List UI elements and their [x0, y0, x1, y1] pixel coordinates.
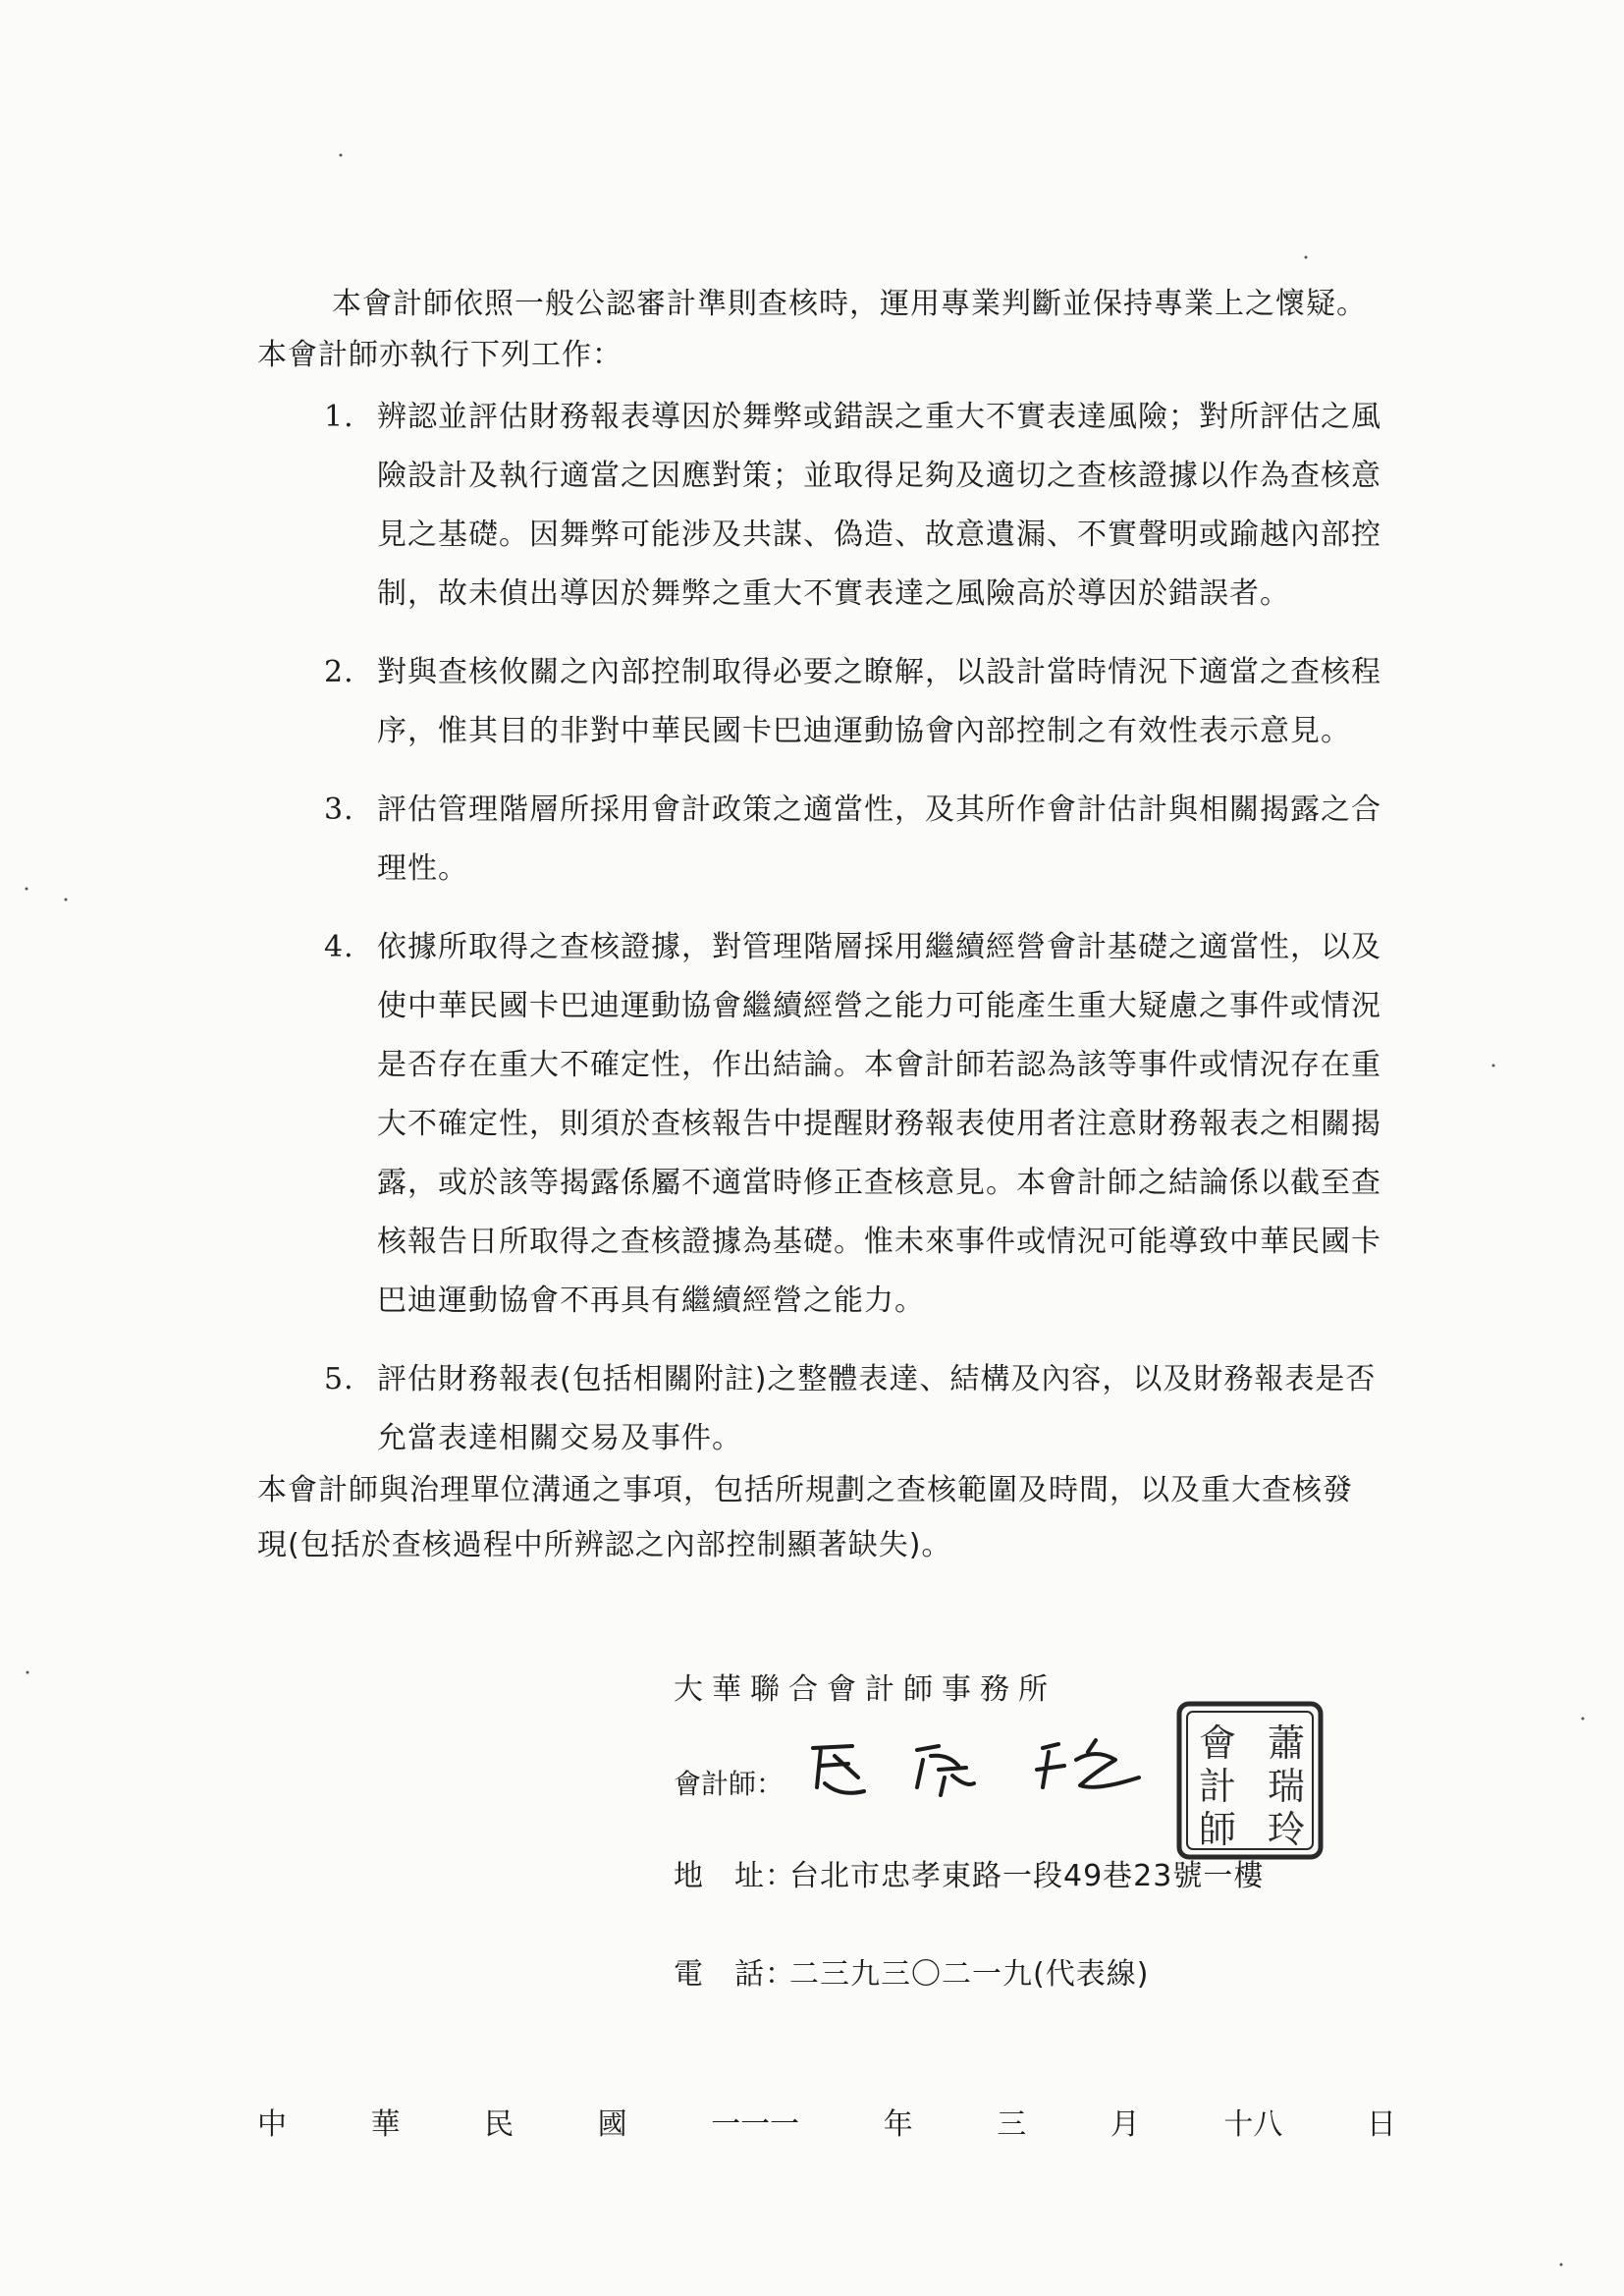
governance-communication-paragraph: 本會計師與治理單位溝通之事項，包括所規劃之查核範圍及時間，以及重大查核發現(包括於查核過程中所辨認之內部控制顯著缺失)。	[257, 1473, 1353, 1562]
firm-phone	[674, 1949, 1149, 1993]
seal-char: 蕭	[1267, 1722, 1306, 1765]
report-date	[257, 2100, 1396, 2143]
seal-char: 瑞	[1267, 1765, 1306, 1808]
date-char: 華	[370, 2107, 401, 2142]
cpa-label: 會計師：	[674, 1768, 785, 1800]
item-number: 1.	[324, 400, 354, 434]
seal-char: 玲	[1267, 1808, 1306, 1851]
intro-line-2: 本會計師亦執行下列工作：	[257, 338, 623, 372]
item-text: 辨認並評估財務報表導因於舞弊或錯誤之重大不實表達風險；對所評估之風險設計及執行適當之因應對策；並取得足夠及適切之查核證據以作為查核意見之基礎。因舞弊可能涉及共謀、偽造、故意遺漏、不實聲明或踰越內部控制，故未偵出導因於舞弊之重大不實表達之風險高於導因於錯誤者。	[377, 400, 1381, 611]
date-char: 月	[1110, 2107, 1140, 2142]
procedure-item	[324, 1350, 1384, 1468]
item-text: 依據所取得之查核證據，對管理階層採用繼續經營會計基礎之適當性，以及使中華民國卡巴迪運動協會繼續經營之能力可能產生重大疑慮之事件或情況是否存在重大不確定性，作出結論。本會計師若認為該等事件或情況存在重大不確定性，則須於查核報告中提醒財務報表使用者注意財務報表之相關揭露，或於該等揭露係屬不適當時修正查核意見。本會計師之結論係以截至查核報告日所取得之查核證據為基礎。惟未來事件或情況可能導致中華民國卡巴迪運動協會不再具有繼續經營之能力。	[377, 930, 1381, 1318]
address-label: 地 址：	[674, 1859, 795, 1893]
date-char: 國	[597, 2107, 627, 2142]
procedure-item	[324, 918, 1384, 1331]
date-char: 日	[1366, 2107, 1396, 2142]
date-day: 十八	[1223, 2107, 1283, 2142]
cpa-seal	[1174, 1699, 1326, 1862]
item-text: 對與查核攸關之內部控制取得必要之瞭解，以設計當時情況下適當之查核程序，惟其目的非對中華民國卡巴迪運動協會內部控制之有效性表示意見。	[377, 655, 1381, 748]
date-char: 中	[257, 2107, 287, 2142]
seal-char: 師	[1198, 1808, 1237, 1851]
date-char: 民	[484, 2107, 514, 2142]
procedures-list	[324, 388, 1384, 1468]
date-year: 一一一	[711, 2107, 800, 2142]
procedure-item	[324, 781, 1384, 899]
item-number: 4.	[324, 930, 354, 964]
item-text: 評估財務報表(包括相關附註)之整體表達、結構及內容，以及財務報表是否允當表達相關交易及事件。	[377, 1362, 1377, 1455]
phone-value: 二三九三〇二一九(代表線)	[789, 1957, 1150, 1992]
seal-char: 計	[1198, 1765, 1237, 1808]
item-text: 評估管理階層所採用會計政策之適當性，及其所作會計估計與相關揭露之合理性。	[377, 793, 1381, 886]
seal-char: 會	[1198, 1722, 1237, 1765]
firm-address	[674, 1851, 1264, 1894]
procedure-item	[324, 643, 1384, 761]
item-number: 2.	[324, 655, 354, 689]
date-char: 年	[883, 2107, 913, 2142]
address-value: 台北市忠孝東路一段49巷23號一樓	[789, 1859, 1265, 1893]
firm-name: 大華聯合會計師事務所	[674, 1672, 1056, 1707]
cpa-signature	[801, 1726, 1155, 1805]
date-month: 三	[997, 2107, 1027, 2142]
intro-line-1: 本會計師依照一般公認審計準則查核時，運用專業判斷並保持專業上之懷疑。	[332, 287, 1367, 321]
phone-label: 電 話：	[674, 1957, 795, 1992]
auditor-responsibility-intro	[257, 279, 1396, 381]
item-number: 5.	[324, 1362, 354, 1396]
item-number: 3.	[324, 793, 354, 827]
procedure-item	[324, 388, 1384, 624]
